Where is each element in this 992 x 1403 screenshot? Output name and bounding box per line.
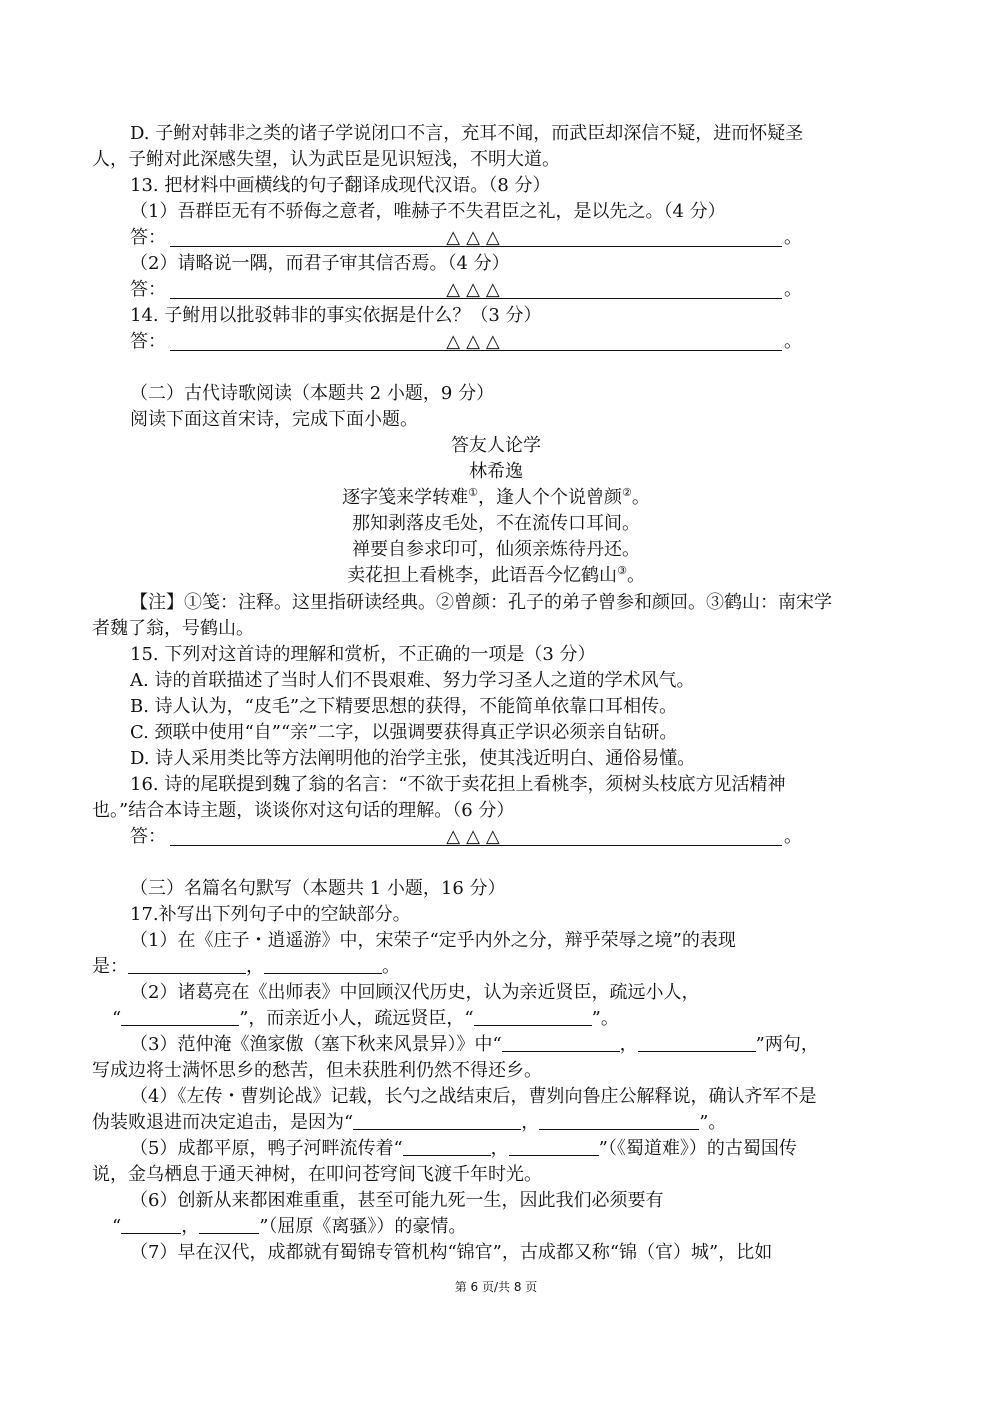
answer-blank[interactable]: △△△ [170,330,782,351]
answer-blank[interactable]: △△△ [170,278,782,299]
footnote-marker: ③ [617,564,627,577]
poem-line-4: 卖花担上看桃李，此语吾今忆鹤山③。 [347,564,645,586]
q15-option-b[interactable]: B. 诗人认为，“皮毛”之下精要思想的获得，不能简单依靠口耳相传。 [130,696,678,717]
q17-item5-line1: （5）成都平原，鸭子河畔流传着“ ， ”（《蜀道难》）的古蜀国传 [130,1138,797,1159]
answer-blank[interactable]: △△△ [170,226,782,247]
q14-stem: 14. 子鲋用以批驳韩非的事实依据是什么？（3 分） [130,305,542,326]
q12-option-d-line1: D. 子鲋对韩非之类的诸子学说闭口不言，充耳不闻，而武臣却深信不疑，进而怀疑圣 [130,123,804,144]
q17-item4-line2: 伪装败退进而决定追击，是因为“ ， ”。 [92,1112,727,1133]
answer-label: 答： [130,331,166,352]
poetry-section-heading: （二）古代诗歌阅读（本题共 2 小题，9 分） [130,383,495,404]
q12-option-d-line2: 人，子鲋对此深感失望，认为武臣是见识短浅，不明大道。 [92,149,560,170]
q15-option-a[interactable]: A. 诗的首联描述了当时人们不畏艰难、努力学习圣人之道的学术风气。 [130,670,695,691]
fill-blank[interactable] [539,1111,699,1130]
fill-blank[interactable] [509,1137,599,1156]
q13-stem: 13. 把材料中画横线的句子翻译成现代汉语。（8 分） [130,175,551,196]
q13-sub2: （2）请略说一隅，而君子审其信否焉。（4 分） [130,253,510,274]
fill-blank[interactable] [474,1007,592,1026]
footnote-marker: ① [468,486,478,499]
q15-option-d[interactable]: D. 诗人采用类比等方法阐明他的治学主张，使其浅近明白、通俗易懂。 [130,748,696,769]
q17-item1-line1: （1）在《庄子・逍遥游》中，宋荣子“定乎内外之分，辩乎荣辱之境”的表现 [130,930,736,951]
answer-label: 答： [130,826,166,847]
q16-stem-line1: 16. 诗的尾联提到魏了翁的名言：“不欲于卖花担上看桃李，须树头枝底方见活精神 [130,774,786,795]
fill-blank[interactable] [353,1111,521,1130]
dictation-section-heading: （三）名篇名句默写（本题共 1 小题，16 分） [130,878,506,899]
page-footer: 第 6 页/共 8 页 [454,1280,538,1294]
fill-blank[interactable] [264,955,382,974]
answer-blank[interactable]: △△△ [170,825,782,846]
fill-blank[interactable] [638,1033,756,1052]
poem-notes-line1: 【注】①笺：注释。这里指研读经典。②曾颜：孔子的弟子曾参和颜回。③鹤山：南宋学 [130,592,832,613]
q17-item3-line2: 写成边将士满怀思乡的愁苦，但未获胜利仍然不得还乡。 [92,1060,542,1081]
q13-sub1: （1）吾群臣无有不骄侮之意者，唯赫子不失君臣之礼，是以先之。（4 分） [130,201,726,222]
poem-notes-line2: 者魏了翁，号鹤山。 [92,618,254,639]
fill-blank[interactable] [403,1137,491,1156]
q15-option-c[interactable]: C. 颈联中使用“自”“亲”二字，以强调要获得真正学识必须亲自钻研。 [130,722,678,743]
q16-stem-line2: 也。”结合本诗主题，谈谈你对这句话的理解。（6 分） [92,800,515,821]
poem-line-1: 逐字笺来学转难①，逢人个个说曾颜②。 [342,486,650,508]
q17-item5-line2: 说，金乌栖息于通天神树，在叩问苍穹间飞渡千年时光。 [92,1164,542,1185]
poem-title: 答友人论学 [451,435,541,456]
answer-label: 答： [130,279,166,300]
fill-blank[interactable] [128,955,246,974]
answer-line-q14[interactable]: 答： △△△ 。 [130,331,802,352]
footnote-marker: ② [622,486,632,499]
answer-label: 答： [130,227,166,248]
q15-stem: 15. 下列对这首诗的理解和赏析，不正确的一项是（3 分） [130,644,596,665]
q17-item2-line1: （2）诸葛亮在《出师表》中回顾汉代历史，认为亲近贤臣，疏远小人， [130,982,700,1003]
q17-item7-line1: （7）早在汉代，成都就有蜀锦专管机构“锦官”，古成都又称“锦（官）城”，比如 [130,1242,773,1263]
poetry-intro: 阅读下面这首宋诗，完成下面小题。 [130,409,418,430]
answer-line-q13-1[interactable]: 答： △△△ 。 [130,227,802,248]
fill-blank[interactable] [502,1033,620,1052]
poem-line-2: 那知剥落皮毛处，不在流传口耳间。 [352,513,640,534]
q17-item4-line1: （4）《左传・曹刿论战》记载，长勺之战结束后，曹刿向鲁庄公解释说，确认齐军不是 [130,1086,817,1107]
poem-author: 林希逸 [469,461,523,482]
q17-stem: 17.补写出下列句子中的空缺部分。 [130,904,411,925]
answer-line-q16[interactable]: 答： △△△ 。 [130,826,802,847]
q17-item3-line1: （3）范仲淹《渔家傲（塞下秋来风景异）》中“ ， ”两句， [130,1034,819,1055]
fill-blank[interactable] [121,1215,181,1234]
q17-item1-line2: 是： ， 。 [92,956,400,977]
fill-blank[interactable] [199,1215,259,1234]
q17-item6-line1: （6）创新从来都困难重重，甚至可能九死一生，因此我们必须要有 [130,1190,664,1211]
q17-item6-line2: “ ， ”（屈原《离骚》）的豪情。 [112,1216,467,1237]
q17-item2-line2: “ ”，而亲近小人，疏远贤臣，“ ”。 [112,1008,619,1029]
poem-line-3: 禅要自参求印可，仙须亲炼待丹还。 [352,539,640,560]
fill-blank[interactable] [121,1007,239,1026]
answer-line-q13-2[interactable]: 答： △△△ 。 [130,279,802,300]
